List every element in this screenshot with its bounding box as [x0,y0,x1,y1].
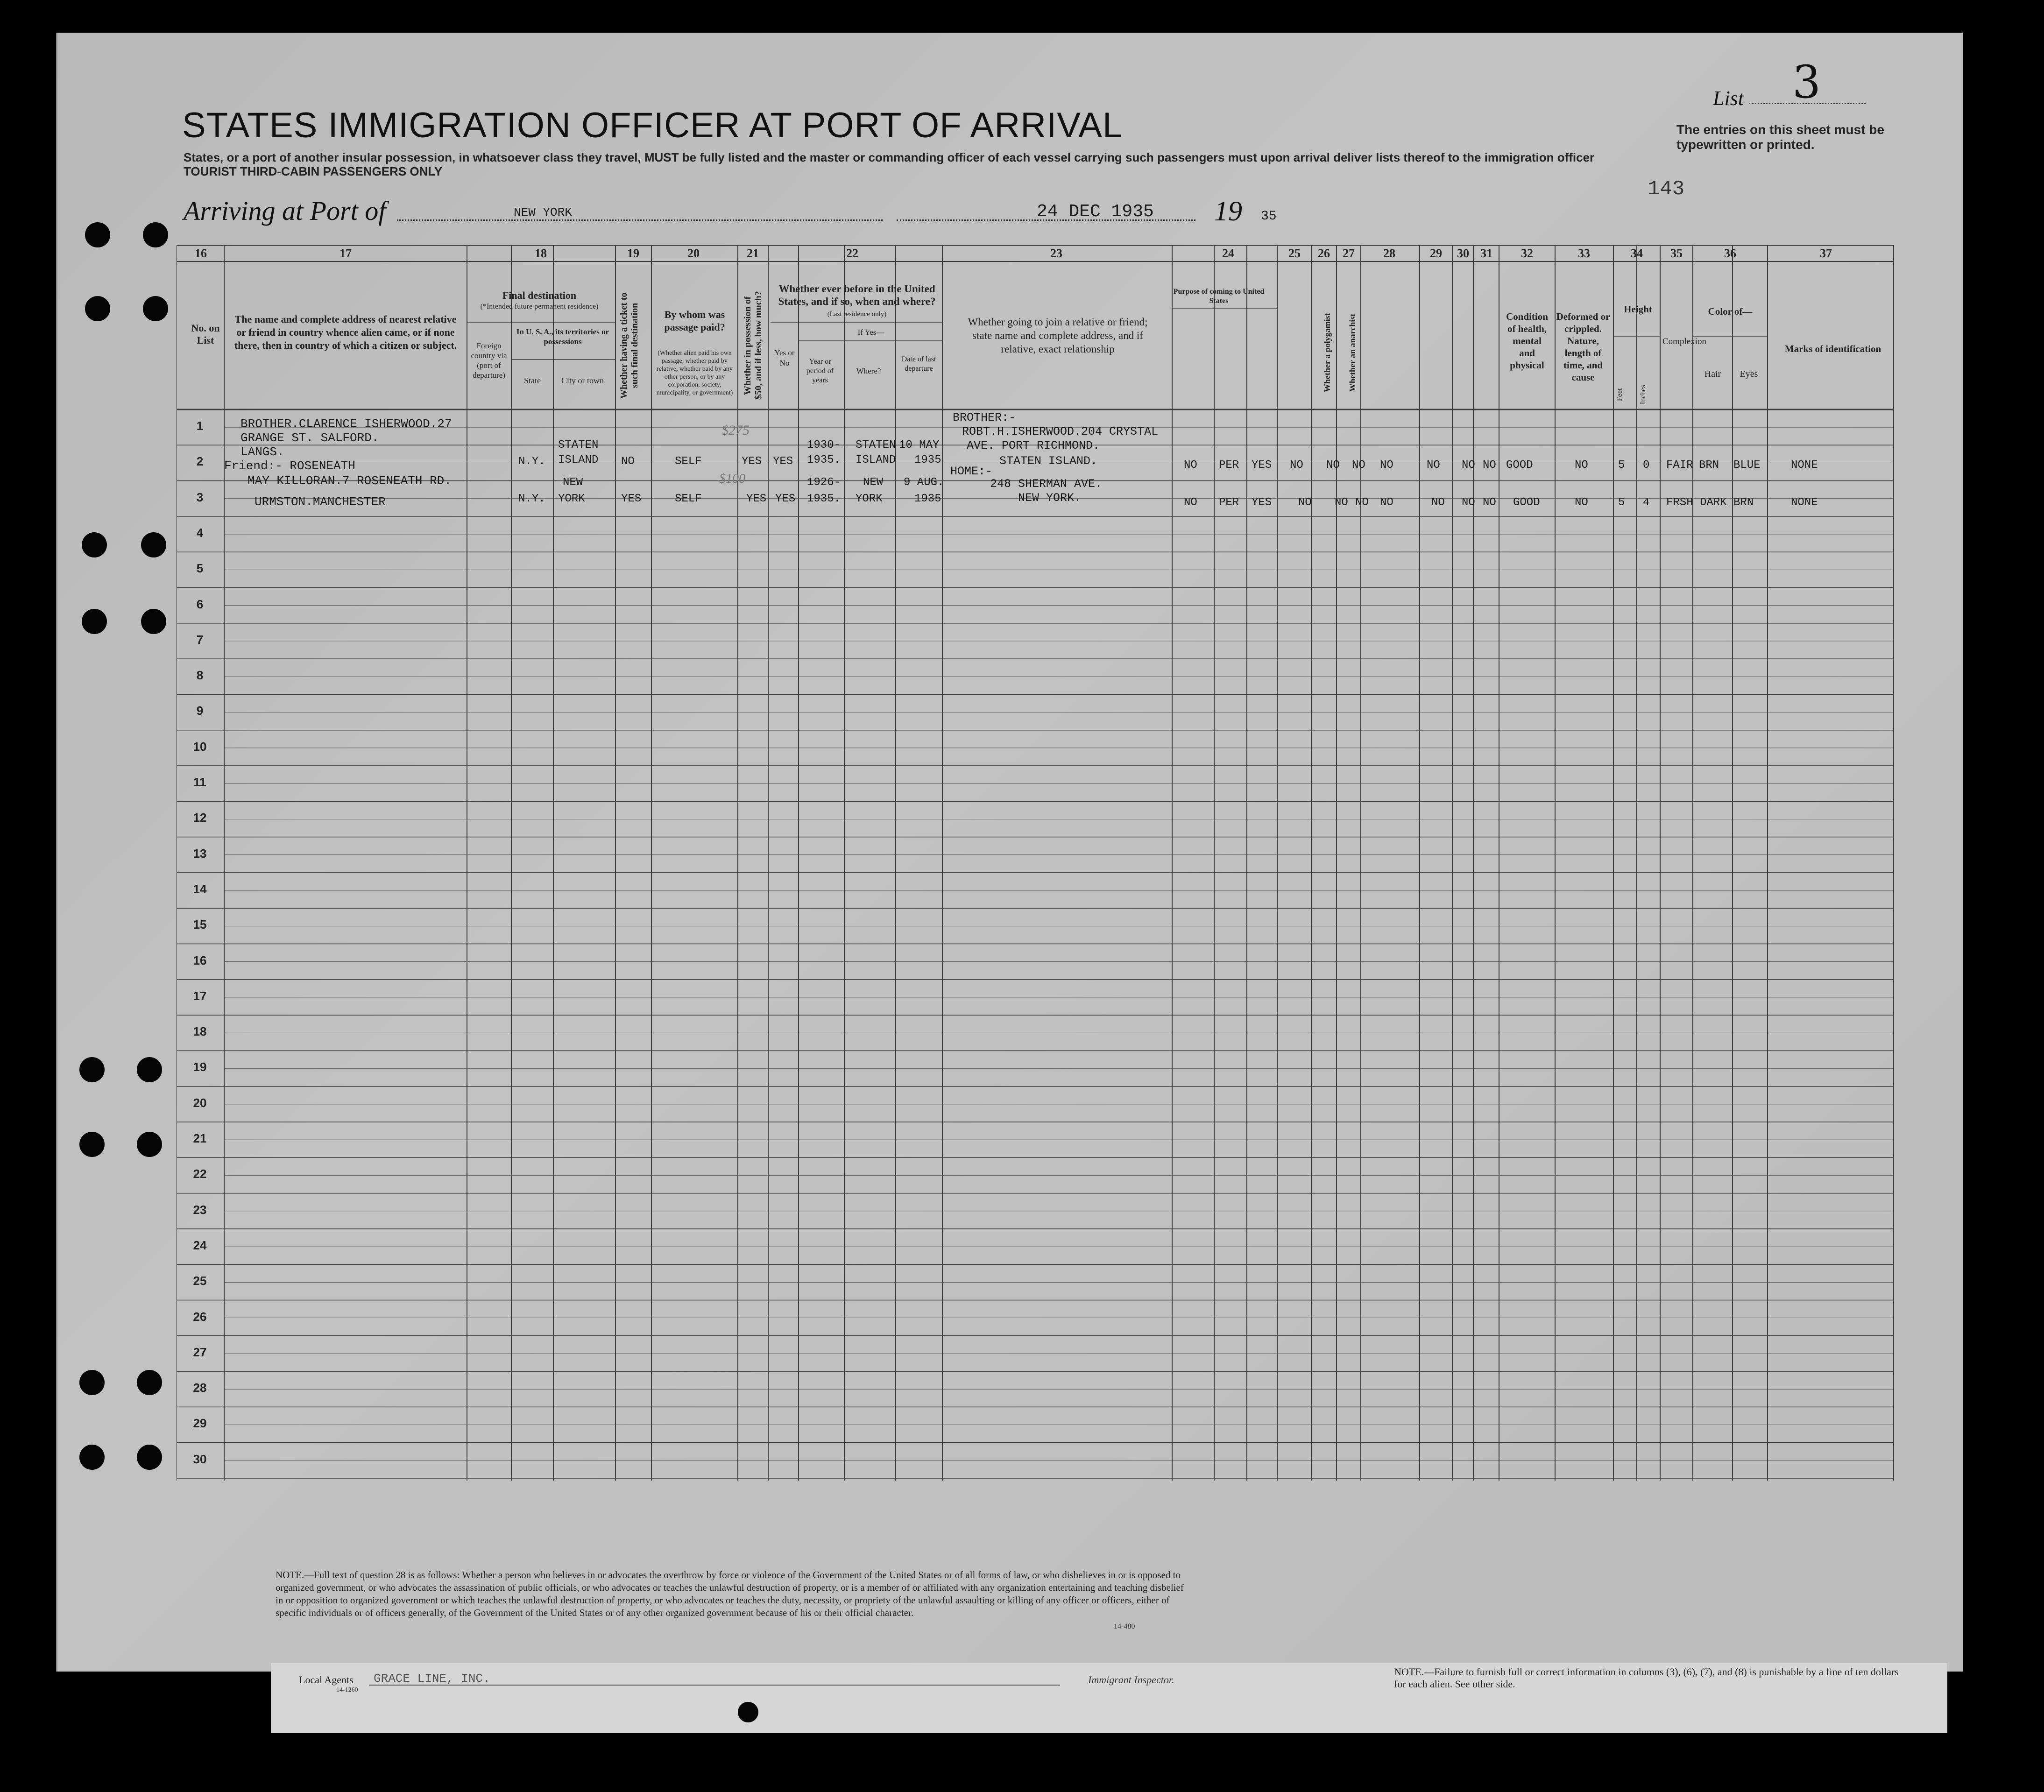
column-number: 19 [627,247,639,260]
header-if-yes: If Yes— [857,328,884,337]
row1-condition: GOOD [1506,459,1533,472]
row1-join-line1: BROTHER:- [953,411,1016,424]
column-number: 33 [1578,247,1590,260]
footer-note: NOTE.—Full text of question 28 is as follows: Whether a person who believes in or advocates the overthrow by force or violence of the Government of the United States or of all forms of law, or who disbelieves in or is opposed to organized government, or who advocates the assassination of public officials, or who advocates or teaches the unlawful destruction of property, or is a member of or affiliated with any organization entertaining and teaching disbelief in or opposition to organized government or which teaches the unlawful destruction of property, or who advocates or teaches the duty, necessity, or propriety of the unlawful assaulting or killing of any officer or officers, either of specific individuals or of officers generally, of the Government of the United States or of any other organized government because of his or their official character. [276,1569,1184,1618]
row-number: 8 [196,668,204,683]
row1-relative-line3: LANGS. [240,445,284,459]
row2-c27: NO [1355,496,1369,509]
row2-join-line2: 248 SHERMAN AVE. [990,477,1103,491]
row1-eyes: BLUE [1733,459,1761,472]
column-number: 36 [1724,247,1736,260]
row-number: 25 [193,1274,207,1288]
header-foreign-country: Foreign country via (port of departure) [471,341,507,380]
row2-complexion: FRSH [1666,496,1693,509]
row1-inches: 0 [1643,459,1650,472]
column-number: 25 [1288,247,1301,260]
header-eyes: Eyes [1740,369,1758,379]
column-number: 20 [687,247,700,260]
row1-c25: NO [1290,459,1303,472]
row2-c24b: PER [1219,496,1239,509]
header-date-departure: Date of last departure [901,355,936,373]
signature-line [369,1685,1060,1686]
header-in-usa: In U. S. A., its territories or possessions [516,327,609,346]
header-state: State [524,376,541,385]
header-where: Where? [856,367,881,375]
row-number: 11 [193,775,206,789]
row2-deformed: NO [1575,496,1588,509]
column-number: 28 [1383,247,1395,260]
row1-c26: NO [1326,459,1340,472]
row2-c30: NO [1462,496,1475,509]
header-possession-50: Whether in possession of $50, and if less, how much? [743,291,764,400]
row-number: 3 [196,490,204,504]
row-number: 22 [193,1167,207,1181]
row1-years-line1: 1930- [807,439,841,452]
row2-relative-line2: MAY KILLORAN.7 ROSENEATH RD. [248,474,452,488]
row2-years-line1: 1926- [807,476,841,489]
row1-relative-line2: GRANGE ST. SALFORD. [240,431,379,445]
row1-state: N.Y. [518,455,545,468]
row1-c29: NO [1427,459,1440,472]
header-condition: Condition of health, mental and physical [1506,311,1548,371]
row-number: 5 [196,561,204,576]
row1-relative-line1: BROTHER.CLARENCE ISHERWOOD.27 [240,417,452,431]
binder-hole [82,532,107,557]
header-join-relative: Whether going to join a relative or friend; state name and complete address, and if relative, exact relationship [968,316,1148,355]
row1-hair: BRN [1699,459,1719,472]
row2-relative-line1: Friend:- ROSENEATH [224,459,355,473]
row1-city-line2: ISLAND [558,454,599,466]
row1-complexion: FAIR [1666,459,1693,472]
passenger-class: TOURIST THIRD-CABIN PASSENGERS ONLY [184,164,443,178]
column-number: 21 [747,247,759,260]
penalty-note: NOTE.—Failure to furnish full or correct information in columns (3), (6), (7), and (8) is punishable by a fine of ten dollars for each alien. See other side. [1394,1666,1899,1690]
row1-departure-line1: 10 MAY [899,439,940,452]
row-number: 6 [196,597,204,611]
entries-note: The entries on this sheet must be typewritten or printed. [1676,122,1884,152]
row1-ticket: NO [621,455,635,468]
header-final-destination: Final destination [502,289,577,301]
row-number: 29 [193,1416,207,1431]
local-agents-label: Local Agents [299,1674,354,1686]
year-suffix: 35 [1261,209,1277,224]
row2-c31: NO [1483,496,1496,509]
arriving-label: Arriving at Port of [184,196,386,226]
header-yes-or-no: Yes or No [774,348,795,367]
row-number: 13 [193,846,207,861]
header-anarchist: Whether an anarchist [1348,313,1357,392]
row-number: 30 [193,1452,207,1466]
column-number: 27 [1343,247,1355,260]
sheet-number-stamp: 143 [1648,177,1685,201]
row1-possession: YES [742,455,762,468]
row1-join-line3: AVE. PORT RICHMOND. [967,439,1100,452]
binder-hole [79,1057,105,1082]
binder-hole [137,1057,162,1082]
row1-city-line1: STATEN [558,439,599,452]
column-number: 26 [1318,247,1330,260]
header-inches: Inches [1639,385,1647,404]
header-hair: Hair [1704,369,1721,379]
immigrant-inspector-label: Immigrant Inspector. [1088,1674,1174,1686]
agent-code: 14-1260 [336,1686,358,1693]
row-number: 7 [196,632,204,647]
row1-c28: NO [1380,459,1393,472]
instruction-line: States, or a port of another insular possession, in whatsoever class they travel, MUST be fully listed and the master or commanding officer of each vessel carrying such passengers must upon arrival deliver lists thereof to the immigration officer [184,150,1595,164]
row1-years-line2: 1935. [807,454,841,466]
row1-where-line1: STATEN [856,439,896,452]
header-city: City or town [561,376,604,385]
row-number: 24 [193,1238,207,1252]
row1-join-line2: ROBT.H.ISHERWOOD.204 CRYSTAL [962,425,1159,438]
row2-c24c: YES [1252,496,1272,509]
column-number: 37 [1820,247,1832,260]
column-number: 18 [535,247,547,260]
column-number: 23 [1050,247,1062,260]
binder-hole [85,296,110,321]
row2-c25: NO [1298,496,1312,509]
row1-c31: NO [1483,459,1496,472]
row2-departure-line1: 9 AUG. [904,476,944,489]
row1-possession-mark: $275 [721,423,750,438]
row1-ever-before: YES [773,455,793,468]
header-last-residence: (Last residence only) [827,310,887,318]
row2-c29: NO [1431,496,1445,509]
binder-hole [141,532,166,557]
row1-deformed: NO [1575,459,1588,472]
row2-state: N.Y. [518,493,545,505]
header-marks: Marks of identification [1784,343,1881,354]
binder-hole [79,1370,105,1395]
column-number: 24 [1222,247,1234,260]
row1-marks: NONE [1791,459,1818,472]
row2-c28: NO [1380,496,1393,509]
port-line [397,219,883,221]
row-number: 4 [196,525,204,540]
row1-c30: NO [1462,459,1475,472]
column-number: 31 [1480,247,1492,260]
date-value: 24 DEC 1935 [1037,202,1154,222]
header-passage-note: (Whether alien paid his own passage, whether paid by relative, whether paid by any other person, or by any corporation, society, municipality, or government) [656,350,733,396]
row2-hair: DARK BRN [1700,496,1754,509]
binder-hole [143,296,168,321]
form-code: 14-480 [1114,1623,1135,1630]
header-complexion: Complexion [1662,337,1706,346]
row2-possession-mark: $100 [719,472,745,486]
header-polygamist: Whether a polygamist [1323,313,1332,392]
row1-c27: NO [1352,459,1365,472]
row2-where-line1: NEW [863,476,884,489]
row1-passage: SELF [675,455,702,468]
column-number: 17 [339,247,352,260]
row-number: 1 [196,419,204,433]
row-number: 26 [193,1309,207,1324]
row2-possession: YES [746,493,767,505]
row-number: 10 [193,739,207,754]
row-number: 20 [193,1095,207,1110]
row-number: 28 [193,1381,207,1395]
row-number: 27 [193,1345,207,1359]
row1-join-line4: STATEN ISLAND. [999,454,1098,468]
row-number: 23 [193,1202,207,1217]
binder-hole [141,609,166,634]
list-number: 3 [1792,56,1821,108]
row2-c24a: NO [1184,496,1197,509]
header-passage-paid: By whom was passage paid? [664,309,725,333]
row2-departure-line2: 1935 [914,493,941,505]
row2-feet: 5 [1618,496,1625,509]
binder-hole [79,1132,105,1157]
column-number: 16 [195,247,207,260]
list-label: List [1713,87,1744,110]
header-color-of: Color of— [1708,306,1753,317]
row-number: 9 [196,704,204,718]
binder-hole [82,609,107,634]
agent-name: GRACE LINE, INC. [374,1672,490,1686]
header-ticket: Whether having a ticket to such final destination [619,292,640,399]
binder-hole [79,1445,105,1470]
year-prefix: 19 [1214,196,1242,226]
row2-passage: SELF [675,493,702,505]
column-number: 22 [846,247,858,260]
binder-hole [137,1370,162,1395]
row1-c24b: PER [1219,459,1239,472]
row2-ticket: YES [621,493,642,505]
row2-ever-before: YES [775,493,796,505]
row-number: 16 [193,953,207,967]
row2-city-line2: YORK [558,493,585,505]
row2-where-line2: YORK [856,493,883,505]
header-feet: Feet [1616,388,1624,401]
header-deformed: Deformed or crippled. Nature, length of time, and cause [1556,311,1610,383]
header-no-on-list: No. on List [191,322,220,346]
row2-inches: 4 [1643,496,1650,509]
row-number: 18 [193,1024,207,1039]
binder-hole [137,1445,162,1470]
port-value: NEW YORK [514,205,572,219]
row1-c24c: YES [1252,459,1272,472]
page-title: STATES IMMIGRATION OFFICER AT PORT OF ARRIVAL [182,106,1123,145]
row-number: 17 [193,988,207,1003]
row-number: 21 [193,1131,207,1145]
binder-hole [738,1702,758,1722]
row2-condition: GOOD [1513,496,1540,509]
binder-hole [143,222,168,247]
column-number: 35 [1670,247,1683,260]
row2-join-line3: NEW YORK. [1018,491,1082,505]
row2-marks: NONE [1791,496,1818,509]
binder-hole [85,222,110,247]
header-final-destination-note: (*Intended future permanent residence) [480,303,599,310]
column-number: 30 [1457,247,1469,260]
row1-c24a: NO [1184,459,1197,472]
row2-relative-line3: URMSTON.MANCHESTER [255,495,386,509]
header-purpose: Purpose of coming to United States [1173,288,1265,305]
column-number: 32 [1521,247,1533,260]
row-number: 15 [193,917,207,932]
row-number: 14 [193,882,207,896]
row2-years-line2: 1935. [807,493,841,505]
row-number: 2 [196,454,204,469]
header-ever-before: Whether ever before in the United States, and if so, when and where? [778,283,936,307]
row2-join-line1: HOME:- [950,465,993,478]
header-height: Height [1624,303,1652,315]
row1-departure-line2: 1935 [914,454,941,466]
row-number: 12 [193,811,207,825]
column-number: 29 [1430,247,1442,260]
row1-where-line2: ISLAND [856,454,896,466]
header-relative-address: The name and complete address of nearest relative or friend in country whence alien came, or if none there, then in country of which a citizen or subject. [234,313,457,351]
binder-hole [137,1132,162,1157]
row2-city-line1: NEW [563,476,583,489]
column-number: 34 [1631,247,1643,260]
header-year-period: Year or period of years [806,358,834,384]
row-number: 19 [193,1060,207,1074]
row1-feet: 5 [1618,459,1625,472]
row2-c26: NO [1335,496,1348,509]
